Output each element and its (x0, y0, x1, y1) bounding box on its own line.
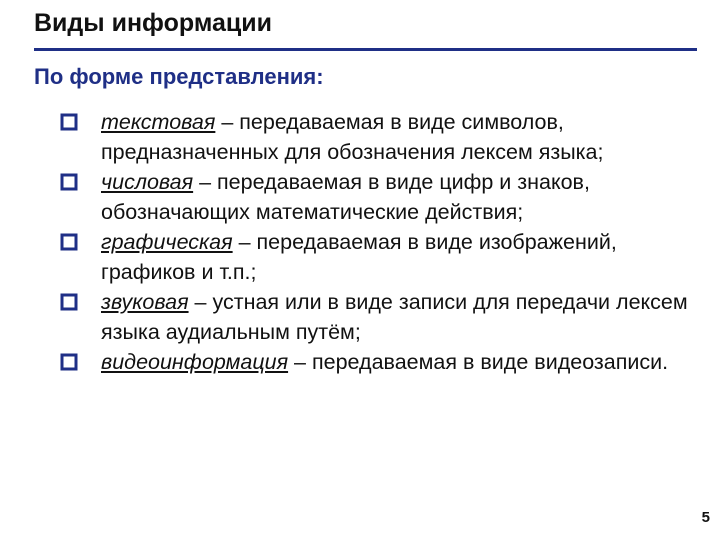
title-divider (34, 48, 697, 51)
item-separator: – (215, 110, 240, 134)
item-description: устная или в виде записи для передачи лексем языка аудиальным путём; (101, 290, 688, 344)
information-types-list (60, 107, 700, 377)
hollow-square-bullet-icon (60, 233, 78, 251)
item-separator: – (193, 170, 218, 194)
hollow-square-bullet-icon (60, 353, 78, 371)
hollow-square-bullet-icon (60, 173, 78, 191)
item-separator: – (288, 350, 312, 374)
item-description: передаваемая в виде изображений, графиков и т.п.; (101, 230, 617, 284)
list-item (60, 227, 700, 287)
item-description: передаваемая в виде символов, предназначенных для обозначения лексем языка; (101, 110, 604, 164)
page-number: 5 (701, 509, 710, 526)
item-description: передаваемая в виде видеозаписи. (311, 350, 669, 374)
item-term: звуковая (101, 290, 189, 314)
list-item (60, 287, 700, 347)
slide-title: Виды информации (34, 9, 272, 37)
item-separator: – (232, 230, 257, 254)
item-term: видеоинформация (101, 350, 289, 374)
item-separator: – (188, 290, 213, 314)
list-item (60, 347, 700, 377)
item-term: текстовая (101, 110, 216, 134)
section-heading: По форме представления: (34, 64, 324, 89)
item-term: числовая (101, 170, 194, 194)
hollow-square-bullet-icon (60, 293, 78, 311)
item-term: графическая (101, 230, 233, 254)
list-item (60, 167, 700, 227)
list-item (60, 107, 700, 167)
item-description: передаваемая в виде цифр и знаков, обозначающих математические действия; (101, 170, 590, 224)
hollow-square-bullet-icon (60, 113, 78, 131)
